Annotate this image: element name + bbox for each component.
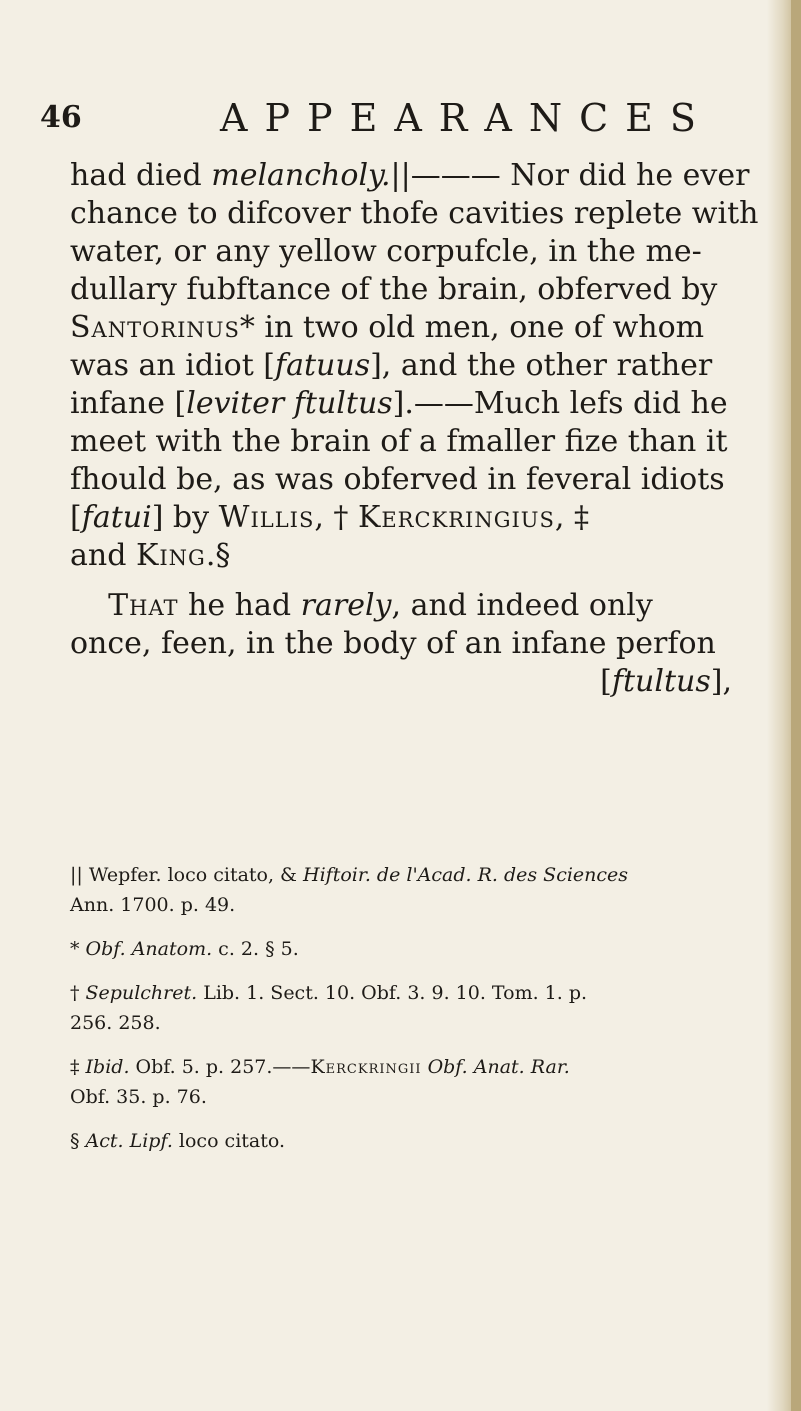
text-run: Obf. 5. p. 257.—— bbox=[129, 1056, 311, 1078]
text-run: , † bbox=[314, 500, 358, 535]
text-line bbox=[70, 663, 772, 701]
text-run: had died bbox=[70, 158, 212, 193]
footnote-2 bbox=[70, 934, 772, 964]
text-line bbox=[70, 587, 772, 625]
footnote-mark: ‡ bbox=[70, 1056, 80, 1078]
lead-word: That bbox=[108, 588, 179, 623]
author-name: Kerckringii bbox=[310, 1056, 422, 1078]
text-run: was an idiot [ bbox=[70, 348, 275, 383]
italic-run: fatuus bbox=[275, 348, 371, 383]
text-run: [ bbox=[70, 500, 82, 535]
text-line: water, or any yellow corpufcle, in the me- bbox=[70, 234, 702, 269]
text-run: ], bbox=[710, 664, 732, 699]
text-run: ||——— Nor did he ever bbox=[390, 158, 750, 193]
text-line bbox=[70, 537, 772, 575]
body-text bbox=[70, 157, 772, 701]
paragraph-2 bbox=[70, 587, 772, 701]
page-edge-band bbox=[791, 0, 801, 1411]
text-run: ].——Much lefs did he bbox=[392, 386, 728, 421]
italic-run: Ibid. bbox=[79, 1056, 130, 1078]
text-run: Lib. 1. Sect. 10. Obf. 3. 9. 10. Tom. 1. p. bbox=[197, 982, 588, 1004]
text-run: he had bbox=[178, 588, 301, 623]
text-run: ] by bbox=[151, 500, 219, 535]
italic-run: ftultus bbox=[611, 664, 711, 699]
text-run: 256. 258. bbox=[70, 1012, 161, 1034]
text-line bbox=[70, 499, 772, 537]
text-run: , and indeed only bbox=[391, 588, 653, 623]
text-line: once, feen, in the body of an infane perfon bbox=[70, 626, 716, 661]
footnote-mark: † bbox=[70, 982, 80, 1004]
text-run: c. 2. § 5. bbox=[212, 938, 299, 960]
footnote-mark: * bbox=[70, 938, 80, 960]
text-run: ], and the other rather bbox=[370, 348, 713, 383]
text-run: infane [ bbox=[70, 386, 187, 421]
author-name: Santorinus bbox=[70, 310, 240, 345]
footnote-mark: || bbox=[70, 864, 83, 886]
text-run: Wepfer. loco citato, & bbox=[82, 864, 304, 886]
running-head: APPEARANCES bbox=[220, 96, 713, 140]
text-run: , ‡ bbox=[554, 500, 589, 535]
text-run: [ bbox=[600, 664, 612, 699]
text-run: loco citato. bbox=[172, 1130, 286, 1152]
footnote-5 bbox=[70, 1126, 772, 1156]
author-name: Willis bbox=[218, 500, 315, 535]
text-line: dullary fubftance of the brain, obferved by bbox=[70, 272, 718, 307]
text-run: .§ bbox=[205, 538, 231, 573]
italic-run: Act. Lipf. bbox=[79, 1130, 173, 1152]
text-line bbox=[70, 347, 772, 385]
footnote-mark: § bbox=[70, 1130, 80, 1152]
italic-run: Obf. Anatom. bbox=[79, 938, 213, 960]
text-line: fhould be, as was obferved in feveral idiots bbox=[70, 462, 725, 497]
italic-run: rarely bbox=[300, 588, 392, 623]
text-line bbox=[70, 309, 772, 347]
text-run: Obf. 35. p. 76. bbox=[70, 1086, 207, 1108]
text-line: meet with the brain of a fmaller fize than it bbox=[70, 424, 728, 459]
page-number: 46 bbox=[40, 100, 82, 135]
text-run: and bbox=[70, 538, 136, 573]
text-run: Ann. 1700. p. 49. bbox=[70, 894, 236, 916]
italic-run: Sepulchret. bbox=[79, 982, 198, 1004]
italic-run: Hiftoir. de l'Acad. R. des Sciences bbox=[303, 864, 629, 886]
italic-run: Obf. Anat. Rar. bbox=[421, 1056, 570, 1078]
author-name: Kerckringius bbox=[357, 500, 555, 535]
author-name: King bbox=[135, 538, 206, 573]
text-line bbox=[70, 157, 772, 195]
text-line bbox=[70, 385, 772, 423]
footnote-1 bbox=[70, 860, 772, 920]
footnotes bbox=[70, 860, 772, 1170]
italic-run: melancholy. bbox=[211, 158, 391, 193]
page-header bbox=[40, 98, 740, 148]
footnote-4 bbox=[70, 1052, 772, 1112]
text-line: chance to difcover thofe cavities replete with bbox=[70, 196, 759, 231]
italic-run: fatui bbox=[81, 500, 152, 535]
text-run: * in two old men, one of whom bbox=[239, 310, 705, 345]
footnote-3 bbox=[70, 978, 772, 1038]
paragraph-1 bbox=[70, 157, 772, 575]
italic-run: leviter ftultus bbox=[186, 386, 393, 421]
